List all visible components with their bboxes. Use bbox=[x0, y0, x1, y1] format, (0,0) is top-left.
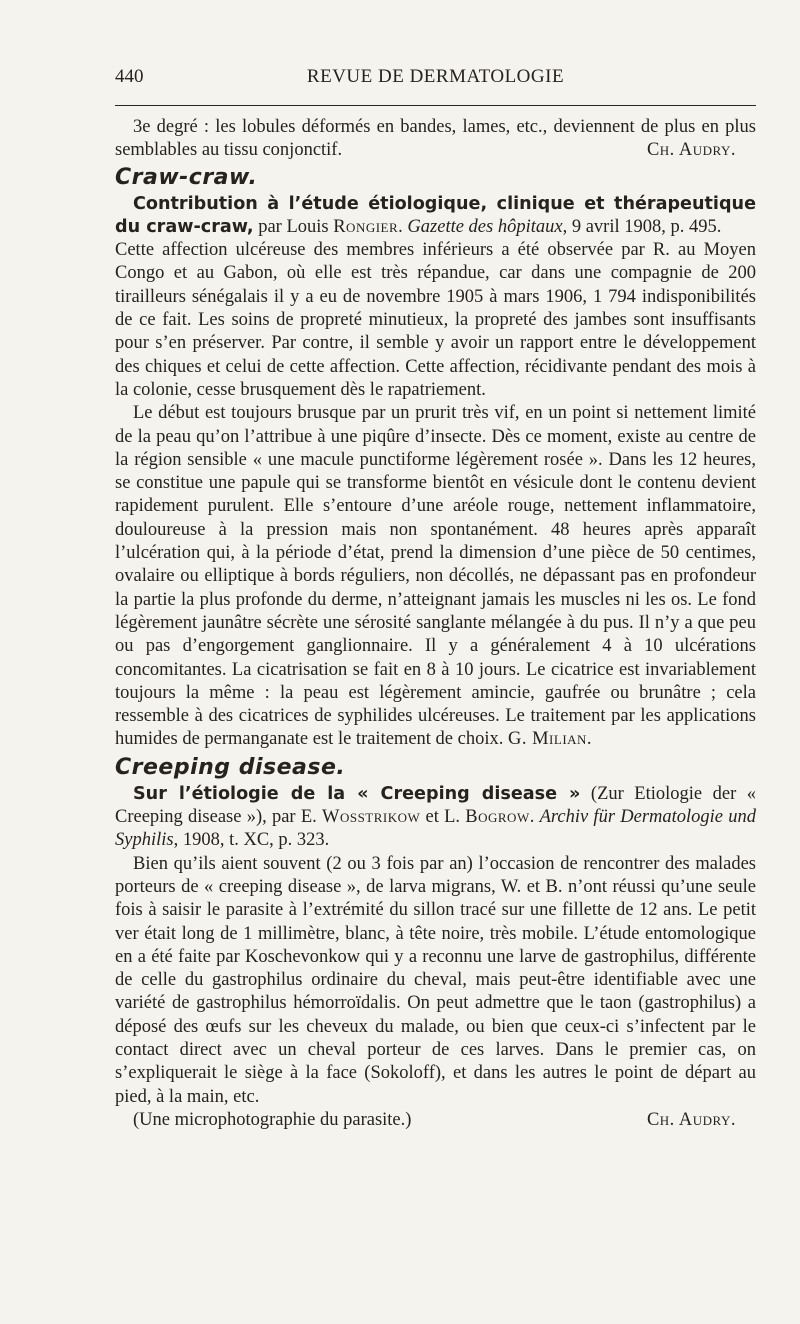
creeping-paragraph-2 bbox=[115, 1109, 756, 1132]
journal-title: REVUE DE DERMATOLOGIE bbox=[306, 66, 565, 87]
creeping-paragraph-1: Bien qu’ils aient souvent (2 ou 3 fois par an) l’occasion de rencontrer des malades porteurs de « creeping disease », de larva migrans, W. et B. n’ont réussi qu’une seule fois à saisir le parasite à l’extrémité du sillon tracé sur une fillette de 12 ans. Le petit ver était long de 1 millimètre, blanc, à tête noire, très mobile. L’étude entomologique en a été faite par Koschevonkow qui y a reconnu une larve de gastrophilus, différente de celle du gastrophilus ordinaire du cheval, mais peut-être identifiable avec une variété de gastrophilus hémorroïdalis. On peut admettre que le taon (gastrophilus) a déposé des œufs sur les cheveux du malade, ou bien que ceux-ci s’infectent par le contact direct avec un cheval porteur de ces larves. Dans le premier cas, on s’expliquerait le siège à la face (Sokoloff), et dans les autres le point de départ au pied, à la main, etc. bbox=[115, 853, 756, 1107]
craw-signature: G. Milian. bbox=[507, 729, 593, 750]
craw-author: Rongier bbox=[333, 216, 399, 237]
intro-text: 3e degré : les lobules déformés en bandes, lames, etc., deviennent de plus en plus semblables au tissu conjonctif. bbox=[115, 117, 756, 161]
craw-citation-by: par Louis bbox=[253, 216, 334, 237]
craw-journal: Gazette des hôpitaux bbox=[407, 216, 563, 237]
creeping-paragraph-2-text: (Une microphotographie du parasite.) bbox=[133, 1109, 412, 1130]
creeping-article-title: Sur l’étiologie de la « Creeping disease » bbox=[133, 783, 581, 804]
section-title-craw-craw: Craw-craw. bbox=[115, 164, 258, 190]
creeping-journal: Archiv für Dermatologie und Syphilis bbox=[115, 807, 757, 851]
header-rule bbox=[115, 105, 756, 106]
section-title-creeping-disease: Creeping disease. bbox=[115, 754, 346, 780]
craw-citation-rest: , 9 avril 1908, p. 495. bbox=[562, 216, 722, 237]
running-head bbox=[115, 66, 756, 96]
craw-citation-sep: . bbox=[398, 216, 408, 237]
creeping-citation-a: (Zur Etiologie der « Creeping disease »), par E. bbox=[115, 783, 756, 828]
creeping-citation bbox=[115, 783, 756, 853]
page-number: 440 bbox=[115, 66, 144, 87]
intro-paragraph bbox=[115, 116, 756, 163]
creeping-citation-rest: , 1908, t. XC, p. 323. bbox=[173, 830, 330, 851]
creeping-signature: Ch. Audry. bbox=[646, 1109, 736, 1130]
craw-paragraph-2 bbox=[115, 402, 756, 751]
creeping-citation-c: . bbox=[529, 807, 540, 828]
article-body bbox=[115, 116, 756, 1132]
creeping-author-2: Bogrow bbox=[465, 807, 530, 828]
craw-citation bbox=[115, 193, 756, 240]
craw-article-title: Contribution à l’étude étiologique, clinique et thérapeutique du craw-craw, bbox=[115, 193, 756, 237]
craw-paragraph-1: Cette affection ulcéreuse des membres inférieurs a été observée par R. au Moyen Congo et au Gabon, où elle est très répandue, car dans une compagnie de 200 tirailleurs sénégalais il y a eu de novembre 1905 à mars 1906, 1 794 indisponibilités de ce fait. Les soins de propreté minutieux, la propreté des jambes sont insuffisants pour s’en préserver. Par contre, il semble y avoir un rapport entre le développement des chiques et celui de cette affection. Cette affection, récidivante pendant des mois à la colonie, cesse brusquement dès le rapatriement. bbox=[115, 240, 756, 400]
creeping-citation-b: et L. bbox=[420, 807, 466, 828]
creeping-author-1: Wosstrikow bbox=[321, 807, 421, 828]
craw-paragraph-2-text: Le début est toujours brusque par un prurit très vif, en un point si nettement limité de la peau qu’on l’attribue à une piqûre d’insecte. Dès ce moment, existe au centre de la région sensible « une macule punctiforme légèrement rosée ». Dans les 12 heures, se constitue une papule qui se transforme bientôt en vésicule dont le contenu devient rapidement purulent. Elle s’entoure d’une aréole rouge, nettement inflammatoire, douloureuse à la pression mais non spontanément. 48 heures après apparaît l’ulcération qui, à la période d’état, prend la dimension d’une pièce de 50 centimes, ovalaire ou elliptique à bords réguliers, non décollés, ne dépassant pas en profondeur la partie la plus profonde du derme, n’atteignant jamais les muscles ni les os. Le fond légèrement jaunâtre sécrète une sérosité sanglante mélangée à du pus. Il n’y a que peu ou pas d’engorgement ganglionnaire. Il y a généralement 4 à 10 ulcérations concomitantes. La cicatrisation se fait en 8 à 10 jours. Le cicatrice est invariablement toujours la même : la peau est légèrement amincie, gaufrée ou brunâtre ; cela ressemble à des cicatrices de syphilides ulcéreuses. Le traitement par les applications humides de permanganate est le traitement de choix. bbox=[115, 403, 756, 750]
intro-signature: Ch. Audry. bbox=[646, 140, 736, 161]
